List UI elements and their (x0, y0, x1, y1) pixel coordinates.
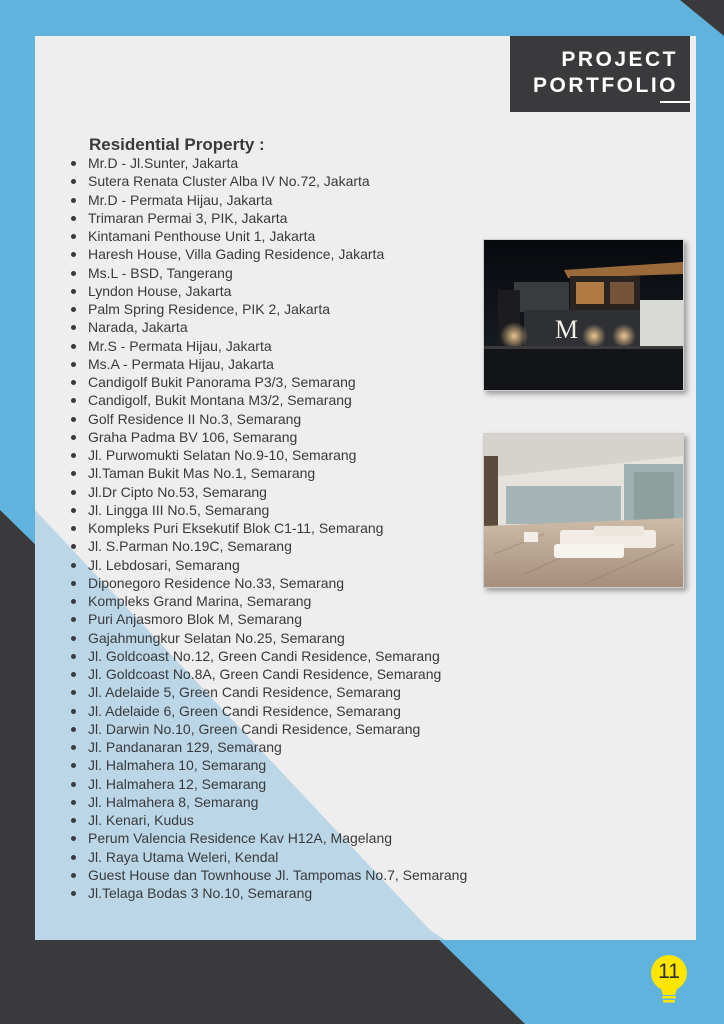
list-item: Jl. Darwin No.10, Green Candi Residence, Semarang (70, 720, 467, 738)
list-item: Puri Anjasmoro Blok M, Semarang (70, 610, 467, 628)
list-item: Mr.D - Permata Hijau, Jakarta (70, 191, 467, 209)
list-item: Kintamani Penthouse Unit 1, Jakarta (70, 227, 467, 245)
list-item: Mr.D - Jl.Sunter, Jakarta (70, 154, 467, 172)
list-item: Jl. S.Parman No.19C, Semarang (70, 537, 467, 555)
list-item: Jl. Adelaide 5, Green Candi Residence, Semarang (70, 683, 467, 701)
list-item: Lyndon House, Jakarta (70, 282, 467, 300)
living-room-photo (483, 433, 684, 588)
list-item: Jl. Adelaide 6, Green Candi Residence, Semarang (70, 702, 467, 720)
list-item: Candigolf, Bukit Montana M3/2, Semarang (70, 391, 467, 409)
list-item: Candigolf Bukit Panorama P3/3, Semarang (70, 373, 467, 391)
title-underline (660, 101, 690, 103)
list-item: Jl. Pandanaran 129, Semarang (70, 738, 467, 756)
list-item: Jl. Lebdosari, Semarang (70, 556, 467, 574)
list-item: Narada, Jakarta (70, 318, 467, 336)
list-item: Palm Spring Residence, PIK 2, Jakarta (70, 300, 467, 318)
list-item: Jl.Dr Cipto No.53, Semarang (70, 483, 467, 501)
list-item: Guest House dan Townhouse Jl. Tampomas No.7, Semarang (70, 866, 467, 884)
list-item: Jl. Kenari, Kudus (70, 811, 467, 829)
list-item: Haresh House, Villa Gading Residence, Jakarta (70, 245, 467, 263)
list-item: Gajahmungkur Selatan No.25, Semarang (70, 629, 467, 647)
list-item: Jl. Goldcoast No.12, Green Candi Residence, Semarang (70, 647, 467, 665)
list-item: Perum Valencia Residence Kav H12A, Magelang (70, 829, 467, 847)
page-number: 11 (658, 960, 680, 983)
property-list (70, 154, 467, 902)
list-item: Jl. Raya Utama Weleri, Kendal (70, 848, 467, 866)
title-line-1: PROJECT (561, 48, 678, 71)
page-number-badge (646, 955, 692, 1005)
list-item: Jl.Taman Bukit Mas No.1, Semarang (70, 464, 467, 482)
house-exterior-photo (483, 239, 684, 391)
list-item: Jl.Telaga Bodas 3 No.10, Semarang (70, 884, 467, 902)
list-item: Jl. Goldcoast No.8A, Green Candi Residence, Semarang (70, 665, 467, 683)
list-item: Jl. Halmahera 10, Semarang (70, 756, 467, 774)
list-item: Ms.L - BSD, Tangerang (70, 264, 467, 282)
sign-letter: M (555, 315, 579, 344)
list-item: Trimaran Permai 3, PIK, Jakarta (70, 209, 467, 227)
list-item: Golf Residence II No.3, Semarang (70, 410, 467, 428)
title-line-2: PORTFOLIO (533, 74, 678, 97)
list-item: Graha Padma BV 106, Semarang (70, 428, 467, 446)
list-item: Jl. Purwomukti Selatan No.9-10, Semarang (70, 446, 467, 464)
list-item: Diponegoro Residence No.33, Semarang (70, 574, 467, 592)
list-item: Jl. Halmahera 8, Semarang (70, 793, 467, 811)
list-item: Mr.S - Permata Hijau, Jakarta (70, 337, 467, 355)
list-item: Sutera Renata Cluster Alba IV No.72, Jakarta (70, 172, 467, 190)
section-heading: Residential Property : (89, 135, 265, 154)
list-item: Jl. Lingga III No.5, Semarang (70, 501, 467, 519)
list-item: Jl. Halmahera 12, Semarang (70, 775, 467, 793)
list-item: Ms.A - Permata Hijau, Jakarta (70, 355, 467, 373)
list-item: Kompleks Puri Eksekutif Blok C1-11, Semarang (70, 519, 467, 537)
list-item: Kompleks Grand Marina, Semarang (70, 592, 467, 610)
